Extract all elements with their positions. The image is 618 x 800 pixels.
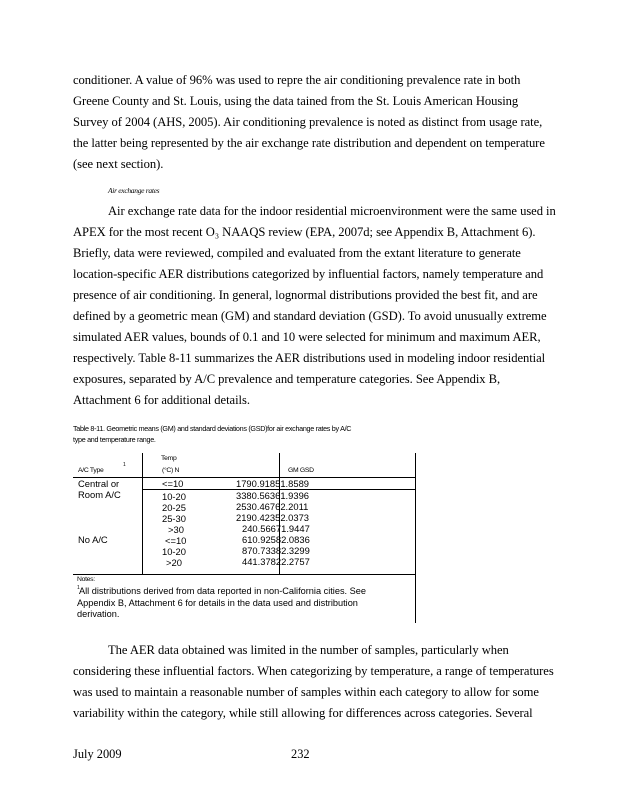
cell-ac-type: No A/C (78, 534, 108, 545)
cell-values: 610.92582.0836 (242, 534, 310, 545)
text-line: simulated AER values, bounds of 0.1 and 10 were selected for minimum and maximum AER, (73, 330, 541, 344)
text-line: Briefly, data were reviewed, compiled and evaluated from the extant literature to generate (73, 246, 521, 260)
table-border-left-column (142, 453, 143, 575)
table-border-right (415, 453, 416, 623)
cell-temp: 10-20 (162, 491, 186, 502)
table-notes-label: Notes: (77, 576, 95, 583)
footer-date: July 2009 (73, 747, 122, 761)
text-line: Attachment 6 for additional details. (73, 393, 250, 407)
header-ac-type: A/C Type (78, 467, 104, 474)
text-line: Air exchange rate data for the indoor residential microenvironment were the same used in (108, 204, 556, 218)
cell-ac-type: Room A/C (78, 489, 121, 500)
note-line: Appendix B, Attachment 6 for details in the data used and distribution (77, 598, 358, 608)
text-line: exposures, separated by A/C prevalence and temperature categories. See Appendix B, (73, 372, 501, 386)
text-line: location-specific AER distributions categorized by influential factors, namely temperature and (73, 267, 544, 281)
cell-ac-type: Central or (78, 478, 120, 489)
cell-values: 441.37822.2757 (242, 556, 310, 567)
text-line: conditioner. A value of 96% was used to repre the air conditioning prevalence rate in both (73, 73, 521, 87)
cell-values: 240.56671.9447 (242, 523, 310, 534)
text-line: variability within the category, while still allowing for differences across categories. Several (73, 706, 533, 720)
cell-temp: 10-20 (162, 546, 186, 557)
cell-values: 2530.46762.2011 (236, 501, 309, 512)
page-number: 232 (291, 747, 310, 761)
header-temp-unit-n: (°C) N (162, 467, 180, 474)
table-bottom-rule (73, 574, 416, 575)
table-caption: Table 8-11. Geometric means (GM) and standard deviations (GSD)for air exchange rates by A/C (73, 424, 352, 433)
header-gm-gsd: GM GSD (288, 467, 314, 474)
cell-temp: <=10 (165, 535, 187, 546)
text-line: presence of air conditioning. In general, lognormal distributions provided the best fit, and are (73, 288, 538, 302)
cell-temp: 20-25 (162, 502, 186, 513)
cell-values: 1790.91851.8589 (236, 478, 309, 489)
note-line: All distributions derived from data reported in non-California cities. See (79, 586, 366, 596)
table-caption-continued: type and temperature range. (73, 435, 156, 444)
text-line: defined by a geometric mean (GM) and standard deviation (GSD). To avoid unusually extreme (73, 309, 547, 323)
text-line: (see next section). (73, 157, 164, 171)
text-line: The AER data obtained was limited in the number of samples, particularly when (108, 643, 509, 657)
note-footnote-mark: 1 (77, 585, 80, 591)
text-line: Greene County and St. Louis, using the data tained from the St. Louis American Housing (73, 94, 519, 108)
cell-temp: 25-30 (162, 513, 186, 524)
text-line: Survey of 2004 (AHS, 2005). Air conditioning prevalence is noted as distinct from usage rate, (73, 115, 543, 129)
text-line: respectively. Table 8-11 summarizes the AER distributions used in modeling indoor residential (73, 351, 546, 365)
cell-values: 3380.56361.9396 (236, 490, 309, 501)
cell-values: 870.73382.3299 (242, 545, 310, 556)
cell-temp: >30 (168, 524, 184, 535)
cell-temp: >20 (166, 557, 182, 568)
text-line: the latter being represented by the air exchange rate distribution and dependent on temperature (73, 136, 545, 150)
header-temp: Temp (161, 455, 177, 462)
note-line: derivation. (77, 609, 120, 619)
cell-values: 2190.42352.0373 (236, 512, 309, 523)
cell-temp: <=10 (162, 478, 184, 489)
text-line: was used to maintain a reasonable number of samples within each category to allow for some (73, 685, 539, 699)
section-heading-air-exchange-rates: Air exchange rates (108, 186, 160, 195)
text-line: APEX for the most recent O₃ NAAQS review (EPA, 2007d; see Appendix B, Attachment 6). (73, 225, 536, 239)
text-line: considering these influential factors. When categorizing by temperature, a range of temperatures (73, 664, 554, 678)
footnote-mark: 1 (123, 462, 126, 468)
